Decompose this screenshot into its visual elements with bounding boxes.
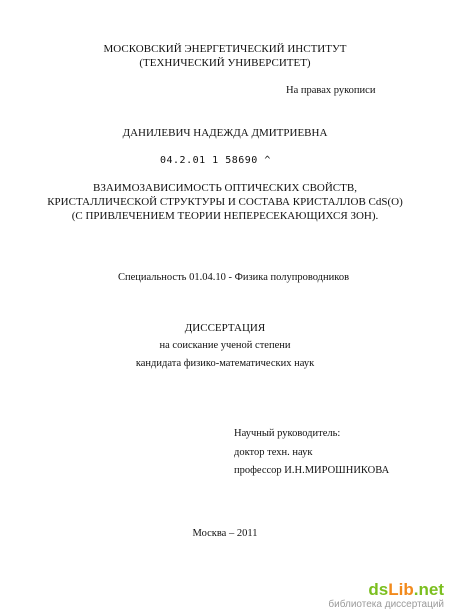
- manuscript-note: На правах рукописи: [286, 85, 376, 96]
- author-name: ДАНИЛЕВИЧ НАДЕЖДА ДМИТРИЕВНА: [122, 127, 328, 139]
- thesis-title-line-2: КРИСТАЛЛИЧЕСКОЙ СТРУКТУРЫ И СОСТАВА КРИСТАЛЛОВ CdS(O): [47, 196, 403, 208]
- institution-name: МОСКОВСКИЙ ЭНЕРГЕТИЧЕСКИЙ ИНСТИТУТ: [103, 43, 347, 55]
- dslib-subtitle: библиотека диссертаций: [328, 599, 444, 610]
- supervisor-degree: доктор техн. наук: [234, 447, 313, 458]
- dslib-logo: dsLib.net: [368, 580, 444, 599]
- dslib-watermark[interactable]: [328, 581, 444, 610]
- thesis-title-line-3: (С ПРИВЛЕЧЕНИЕМ ТЕОРИИ НЕПЕРЕСЕКАЮЩИХСЯ ЗОН).: [71, 210, 379, 222]
- degree-field: кандидата физико-математических наук: [135, 358, 315, 369]
- specialty-line: Специальность 01.04.10 - Физика полупроводников: [118, 272, 350, 283]
- catalog-stamp: 04.2.01 1 58690 ^: [160, 155, 271, 166]
- supervisor-label: Научный руководитель:: [234, 428, 341, 439]
- supervisor-name: профессор И.Н.МИРОШНИКОВА: [234, 465, 390, 476]
- degree-purpose: на соискание ученой степени: [159, 340, 291, 351]
- dissertation-heading: ДИССЕРТАЦИЯ: [184, 322, 266, 334]
- place-and-year: Москва – 2011: [192, 528, 258, 539]
- institution-subtitle: (ТЕХНИЧЕСКИЙ УНИВЕРСИТЕТ): [139, 57, 311, 69]
- thesis-title-line-1: ВЗАИМОЗАВИСИМОСТЬ ОПТИЧЕСКИХ СВОЙСТВ,: [93, 182, 357, 194]
